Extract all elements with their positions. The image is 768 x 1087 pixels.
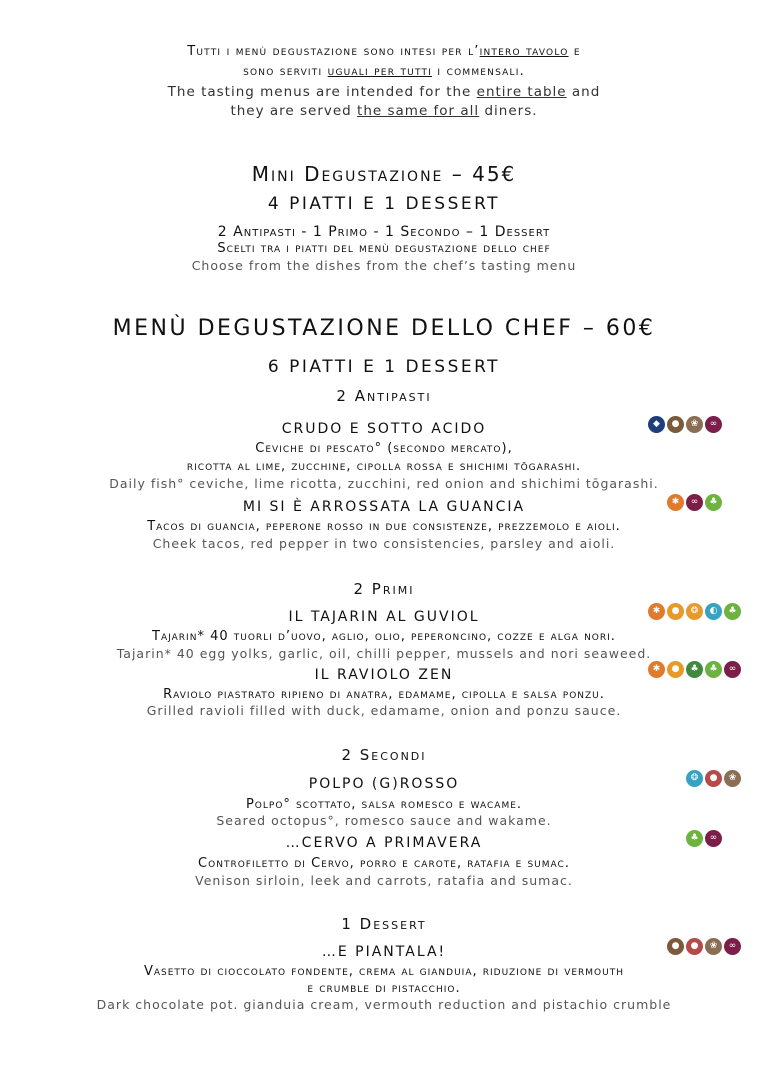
dish-desc-it-piantala-1: Vasetto di cioccolato fondente, crema al gianduia, riduzione di vermouth [143,964,624,979]
mollusc-icon: ❂ [686,770,703,787]
sulphite-icon: ∞ [724,938,741,955]
octopus-icon: ● [705,770,722,787]
dish-desc-en-tajarin: Tajarin* 40 egg yolks, garlic, oil, chilli pepper, mussels and nori seaweed. [116,646,652,661]
gluten-icon: ✱ [648,661,665,678]
allergen-icons-tajarin [648,603,741,620]
intro-underlined: the same for all [357,103,480,119]
dish-desc-it-piantala-2: e crumble di pistacchio. [307,981,461,996]
fish-icon: ◆ [648,416,665,433]
gluten-icon: ✱ [667,494,684,511]
dish-name-polpo: POLPO (G)ROSSO [308,776,460,792]
intro-underlined: uguali per tutti [327,64,433,79]
dish-desc-en-piantala: Dark chocolate pot. gianduia cream, vermouth reduction and pistachio crumble [96,997,672,1012]
dish-desc-it-polpo: Polpo° scottato, salsa romesco e wacame. [245,797,523,812]
allergen-icons-crudo [648,416,722,433]
allergen-icons-cervo [686,830,722,847]
intro-underlined: entire table [476,84,567,100]
nut-icon: ❀ [724,770,741,787]
mini-title: Mini Degustazione – 45€ [251,162,517,186]
sulphite-icon: ∞ [724,661,741,678]
dish-desc-it-guancia: Tacos di guancia, peperone rosso in due consistenze, prezzemolo e aioli. [147,519,621,534]
intro-en-line2 [0,103,768,119]
mini-note-it: Scelti tra i piatti del menù degustazione dello chef [217,241,551,256]
mollusc-icon: ❂ [686,603,703,620]
intro-text: The tasting menus are intended for the [167,84,477,100]
dish-desc-it-crudo-2: ricotta al lime, zucchine, cipolla rossa e shichimi tōgarashi. [186,459,582,474]
allergen-icons-guancia [667,494,722,511]
allergen-icons-piantala [667,938,741,955]
sulphite-icon: ∞ [705,830,722,847]
chef-title: MENÙ DEGUSTAZIONE DELLO CHEF – 60€ [112,316,656,341]
intro-text: sono serviti [243,64,328,79]
gluten-icon: ✱ [648,603,665,620]
intro-text: they are served [230,103,358,119]
dish-desc-en-raviolo: Grilled ravioli filled with duck, edamame, onion and ponzu sauce. [146,703,622,718]
intro-text: and [566,84,601,100]
mini-composition: 2 Antipasti - 1 Primo - 1 Secondo – 1 Dessert [217,224,551,240]
celery-icon: ♣ [705,494,722,511]
allergen-icons-raviolo [648,661,741,678]
octopus-icon: ● [686,938,703,955]
dish-desc-it-tajarin: Tajarin* 40 tuorli d’uovo, aglio, olio, peperoncino, cozze e alga nori. [152,629,616,644]
mini-subtitle: 4 PIATTI E 1 DESSERT [267,194,501,214]
dish-desc-en-polpo: Seared octopus°, romesco sauce and wakame. [216,813,552,828]
egg-icon: ● [667,603,684,620]
intro-en-line1 [0,84,768,100]
section-antipasti: 2 Antipasti [336,387,432,405]
milk-icon: ● [667,938,684,955]
section-dessert: 1 Dessert [341,915,427,933]
intro-text: e [568,44,581,59]
intro-it-line1 [0,44,768,59]
milk-icon: ● [667,416,684,433]
intro-underlined: intero tavolo [479,44,569,59]
celery-icon: ♣ [686,830,703,847]
dish-desc-it-crudo-1: Ceviche di pescato° (secondo mercato), [255,441,513,456]
intro-text: diners. [479,103,538,119]
dish-name-tajarin: IL TAJARIN AL GUVIOL [288,609,480,625]
nut-icon: ❀ [705,938,722,955]
dish-desc-en-guancia: Cheek tacos, red pepper in two consistencies, parsley and aioli. [152,536,616,551]
dish-desc-en-crudo: Daily fish° ceviche, lime ricotta, zucchini, red onion and shichimi tōgarashi. [109,476,659,491]
allergen-icons-polpo [686,770,741,787]
dish-desc-it-cervo: Controfiletto di Cervo, porro e carote, ratafia e sumac. [198,856,570,871]
dish-name-crudo: CRUDO E SOTTO ACIDO [281,421,487,437]
chef-subtitle: 6 PIATTI E 1 DESSERT [267,357,501,377]
dish-name-guancia: MI SI È ARROSSATA LA GUANCIA [242,499,526,515]
dish-name-piantala: …E PIANTALA! [321,944,447,960]
dish-desc-it-raviolo: Raviolo piastrato ripieno di anatra, edamame, cipolla e salsa ponzu. [163,687,605,702]
nut-icon: ❀ [686,416,703,433]
egg-icon: ● [667,661,684,678]
dish-desc-en-cervo: Venison sirloin, leek and carrots, ratafia and sumac. [195,873,573,888]
intro-text: Tutti i menù degustazione sono intesi per l’ [187,44,480,59]
sulphite-icon: ∞ [705,416,722,433]
shellfish-icon: ◐ [705,603,722,620]
dish-name-raviolo: IL RAVIOLO ZEN [314,667,454,683]
celery-icon: ♣ [724,603,741,620]
intro-it-line2 [0,64,768,79]
sulphite-icon: ∞ [686,494,703,511]
celery-icon: ♣ [705,661,722,678]
section-secondi: 2 Secondi [341,746,427,764]
intro-text: i commensali. [432,64,525,79]
mini-note-en: Choose from the dishes from the chef’s tasting menu [191,258,577,273]
section-primi: 2 Primi [353,580,415,598]
dish-name-cervo: …CERVO A PRIMAVERA [285,835,483,851]
soy-icon: ♣ [686,661,703,678]
